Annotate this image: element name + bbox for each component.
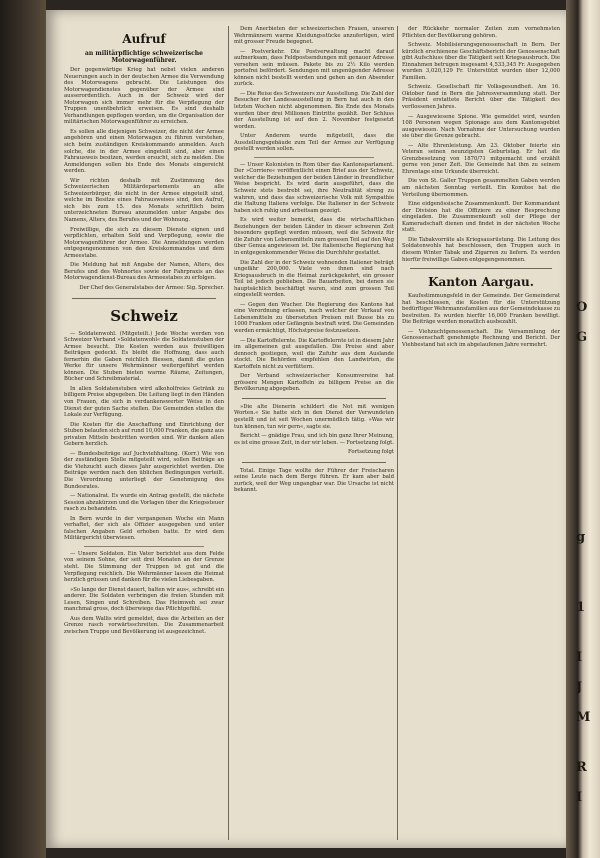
paragraph: — Unser Kolonisten in Rom über das Kantonsparlament. Der »Corriere« veröffentlicht einen Brief aus der Schweiz, welcher die Beziehungen der beiden Länder in freundlicher Weise bespricht. Es wird darin ausgeführt, dass die Schweiz stets bestrebt sei, ihre Neutralität streng zu wahren, und dass das schweizerische Volk mit Sympathie die Haltung Italiens verfolge. Die Italiener in der Schweiz haben sich ruhig und arbeitsam gezeigt. [234, 161, 394, 214]
paragraph: — Unsere Soldaten. Ein Vater berichtet aus dem Felde von seinem Sohne, der seit drei Monaten an der Grenze steht. Die Stimmung der Truppen ist gut und die Verpflegung reichlich. Die Wehrmänner lassen die Heimat herzlich grüssen und danken für die vielen Liebesgaben. [64, 550, 224, 584]
facing-page-fragment: I [576, 790, 583, 805]
facing-page-fragment: 1 [576, 600, 586, 615]
paragraph: Die von St. Galler Truppen gesammelten Gaben werden am nächsten Sonntag verteilt. Ein Komitee hat die Verteilung übernommen. [402, 178, 560, 198]
divider [410, 268, 552, 269]
paragraph: »Die alte Dienerin schildert die Not mit wenigen Worten.« Sie hatte sich in den Dienst der Verwundeten gestellt und ist seit Wochen unermüdlich tätig. »Was wir tun können, tun wir gern«, sagte sie. [234, 403, 394, 430]
article-heading-aufruf: Aufruf [122, 32, 166, 46]
section-heading-schweiz: Schweiz [110, 306, 178, 325]
book-binding [0, 0, 46, 858]
paragraph: — Viehzuchtgenossenschaft. Die Versammlung der Genossenschaft genehmigte Rechnung und Bericht. Der Viehbestand hat sich im abgelaufenen Jahre vermehrt. [402, 328, 560, 348]
paragraph: Bericht — gnädige Frau, und ich bin ganz Ihrer Meinung, es ist eine grosse Zeit, in der wir leben. — Fortsetzung folgt. [234, 433, 394, 446]
paragraph: Die Kosten für die Anschaffung und Einrichtung der Stuben belaufen sich auf rund 10,000 Franken, die ganz aus privaten Mitteln bestritten worden sind. Wir danken allen Gebern herzlich. [64, 421, 224, 448]
divider [242, 398, 386, 399]
paragraph: Schweiz. Mobilisierungsgenossenschaft in Bern. Der kürzlich erschienene Geschäftsbericht der Genossenschaft gibt Aufschluss über die Tätigkeit seit Kriegsausbruch. Die Einnahmen betrugen insgesamt 4,533,345 Fr. Ausgegeben wurden 3,020,129 Fr. Unterstützt wurden über 12,000 Familien. [402, 42, 560, 81]
facing-page-fragment: g [576, 530, 586, 545]
facing-page-fragment: G [576, 330, 588, 345]
paragraph: In allen Soldatenstuben wird alkoholfreies Getränk zu billigem Preise abgegeben. Die Leitung liegt in den Händen von Frauen, die sich in verdankenswerter Weise in den Dienst der guten Sache stellen. Die Gemeinden stellen die Lokale zur Verfügung. [64, 385, 224, 419]
paragraph: Die Zahl der in der Schweiz wohnenden Italiener beträgt ungefähr 200,000. Viele von ihnen sind nach Kriegsausbruch in die Heimat zurückgekehrt, ein grosser Teil ist jedoch geblieben. Die Bauarbeiten, bei denen sie hauptsächlich beschäftigt waren, sind zum grossen Teil eingestellt worden. [234, 259, 394, 299]
facing-page-fragment: J [576, 680, 583, 695]
paragraph: — Postverkehr. Die Postverwaltung macht darauf aufmerksam, dass Feldpostsendungen mit genauer Adresse versehen sein müssen. Pakete bis zu 2½ Kilo werden portofrei befördert. Sendungen mit ungenügender Adresse können nicht bestellt werden und gehen an den Absender zurück. [234, 48, 394, 88]
paragraph: In Bern wurde in der vergangenen Woche ein Mann verhaftet, der sich als Offizier ausgegeben und unter falschen Angaben Geld erhoben hatte. Er wird dem Militärgericht überwiesen. [64, 515, 224, 542]
section-heading-aargau: Kanton Aargau. [428, 275, 534, 290]
paragraph: — Die Kartoffelernte. Die Kartoffelernte ist in diesem Jahr im allgemeinen gut ausgefallen. Die Preise sind aber dennoch gestiegen, weil die Zufuhr aus dem Auslande stockt. Die Behörden empfehlen den Landwirten, die Kartoffeln nicht zu verfüttern. [234, 337, 394, 370]
paragraph: Es sollen alle diejenigen Schweizer, die nicht der Armee angehören und einen Motorwagen zu führen verstehen, sich beim zuständigen Kreiskommando anmelden. Auch solche, die in der Armee eingeteilt sind, aber einen Fahrausweis besitzen, werden ersucht, sich zu melden. Die Anmeldungen sollen bis Ende des Monats eingereicht werden. [64, 128, 224, 175]
facing-page-edge [566, 0, 600, 858]
facing-page-fragment: M [576, 710, 591, 725]
paragraph: Dem Anerbieten der schweizerischen Frauen, unseren Wehrmännern warme Kleidungsstücke anzufertigen, wird mit grosser Freude begegnet. [234, 26, 394, 46]
paragraph: Total. Einige Tage wollte der Führer der Freischaren seine Leute nach dem Berge führen. Er kam aber bald zurück, weil der Weg ungangbar war. Die Ursache ist nicht bekannt. [234, 467, 394, 494]
paragraph: Die Tabakvorräte als Kriegsausrüstung. Die Leitung des Soldatenwohls hat beschlossen, den Truppen auch in diesem Winter Tabak und Zigarren zu liefern. Es werden hierfür freiwillige Gaben entgegengenommen. [402, 236, 560, 263]
paragraph: — Ausgewiesene Spione. Wie gemeldet wird, wurden 108 Personen wegen Spionage aus dem Kantonsgebiet ausgewiesen. Nach Vornahme der Untersuchung wurden sie über die Grenze gebracht. [402, 113, 560, 140]
facing-page-fragment: R [576, 760, 587, 775]
signature: Der Chef des Generalstabes der Armee: Sig. Sprecher. [79, 284, 224, 291]
divider [242, 462, 386, 463]
paragraph: — Alte Ehrenleistung. Am 23. Oktober feierte ein Veteran seinen neunzigsten Geburtstag. Er hat die Grenzbesetzung von 1870/71 mitgemacht und erzählt gerne von jener Zeit. Die Gemeinde hat ihm zu seinem Ehrentage eine Urkunde überreicht. [402, 142, 560, 175]
paragraph: — Gegen den Wucher. Die Regierung des Kantons hat eine Verordnung erlassen, nach welcher der Verkauf von Lebensmitteln zu übersetzten Preisen mit Busse bis zu 1000 Franken oder Gefängnis bestraft wird. Die Gemeinden werden ermächtigt, Höchstpreise festzusetzen. [234, 301, 394, 334]
column-rule [397, 26, 398, 840]
newspaper-page [46, 10, 566, 848]
paragraph: — Soldatenwohl. (Mitgeteilt.) Jede Woche werden von Schweizer Verband »Soldatenwohl« die Soldatenstuben der Armee besucht. Die Kosten werden aus freiwilligen Beiträgen gedeckt. Es bleibt die Hoffnung, dass auch fernerhin die Gaben reichlich fliessen, damit die guten Werke für unsere Wehrmänner weitergeführt werden können. Die Stuben bieten warme Räume, Zeitungen, Bücher und Schreibmaterial. [64, 330, 224, 383]
paragraph: — Bundesbeiträge auf Juchviehhaltung. (Korr.) Wie von der zuständigen Stelle mitgeteilt wird, sollen Beiträge an die Viehzucht auch dieses Jahr ausgerichtet werden. Die Beiträge werden nach den üblichen Bedingungen verteilt. Die Verordnung unterliegt der Genehmigung des Bundesrates. [64, 450, 224, 490]
column-rule [228, 26, 229, 840]
paragraph: Aus dem Wallis wird gemeldet, dass die Arbeiten an der Grenze rasch vorwärtsschreiten. Die Zusammenarbeit zwischen Truppe und Bevölkerung ist ausgezeichnet. [64, 615, 224, 635]
paragraph: Wir richten deshalb mit Zustimmung des Schweizerischen Militärdepartements an alle Schweizerbürger, die nicht in der Armee eingeteilt sind, welche im Besitze eines Fahrausweises sind, den Aufruf, sich bis zum 15. des Monats schriftlich beim unterzeichneten Bureau anzumelden unter Angabe des Namens, Alters, des Berufes und der Wohnung. [64, 177, 224, 224]
facing-page-fragment: I [576, 650, 583, 665]
column-middle [234, 26, 394, 842]
paragraph: »So lange der Dienst dauert, halten wir aus«, schreibt ein anderer. Die Soldaten verbringen die freien Stunden mit Lesen, Singen und Schreiben. Das Heimweh sei zwar manchmal gross, doch überwiege das Pflichtgefühl. [64, 586, 224, 613]
paragraph: Freiwillige, die sich zu diesem Dienste eignen und verpflichten, erhalten Sold und Verpflegung, sowie die Motorwagenführer der Armee. Die Anmeldungen werden entgegengenommen von den Kreiskommandos und dem Armeestabe. [64, 226, 224, 259]
paragraph: der Rückkehr normaler Zeiten zum vornehmsten Pflichten der Bevölkerung gehören. [402, 26, 560, 39]
paragraph: — Nationalrat. Es wurde ein Antrag gestellt, die nächste Session abzukürzen und die Vorlagen über die Kriegssteuer rasch zu behandeln. [64, 493, 224, 513]
divider [84, 546, 204, 547]
divider [254, 157, 374, 158]
divider [72, 298, 216, 299]
paragraph: — Die Reise des Schweizers zur Ausstellung. Die Zahl der Besucher der Landesausstellung in Bern hat auch in den letzten Wochen nicht abgenommen. Bis Ende des Monats wurden über drei Millionen Eintritte gezählt. Der Schluss der Ausstellung ist auf den 2. November festgesetzt worden. [234, 90, 394, 130]
paragraph: Es wird weiter bemerkt, dass die wirtschaftlichen Beziehungen der beiden Länder in dieser schweren Zeit besonders gepflegt werden müssen, weil die Schweiz für die Zufuhr von Lebensmitteln zum grossen Teil auf den Weg über Genua angewiesen ist. Die italienische Regierung hat in entgegenkommender Weise die Durchfuhr gestattet. [234, 217, 394, 256]
paragraph: Der Verband schweizerischer Konsumvereine hat grössere Mengen Kartoffeln zu billigem Preise an die Bevölkerung abgegeben. [234, 373, 394, 393]
paragraph: Schweiz. Gesellschaft für Volksgesundheit. Am 16. Oktober fand in Bern die Jahresversammlung statt. Der Präsident erstattete Bericht über die Tätigkeit des verflossenen Jahres. [402, 84, 560, 111]
paragraph: Unter Anderem wurde mitgeteilt, dass die Ausstellungsgebäude zum Teil der Armee zur Verfügung gestellt werden sollen. [234, 133, 394, 153]
paragraph: Eine eidgenössische Zusammenkunft. Der Kommandant der Division hat die Offiziere zu einer Besprechung eingeladen. Die Zusammenkunft soll der Pflege der Kameradschaft dienen und findet in der nächsten Woche statt. [402, 201, 560, 234]
column-left [64, 26, 224, 842]
column-right [402, 26, 560, 842]
facing-page-fragment: O [576, 300, 588, 315]
paragraph: Der gegenwärtige Krieg hat nebst vielen anderen Neuerungen auch in der deutschen Armee die Verwendung des Motorwagens gebracht. Die Leistungen des Motorwagendienstes gegenüber der Armee sind ausserordentlich. Auch in der Schweiz wird der Motorwagen sich immer mehr für die Verpflegung der Truppen unentbehrlich erweisen. Es sind deshalb Verhandlungen gepflogen worden, um die Organisation der militärischen Motorwagenführer zu erreichen. [64, 67, 224, 126]
paragraph: Kaufsstimmungsfeld in der Gemeinde. Der Gemeinderat hat beschlossen, die Kosten für die Unterstützung bedürftiger Wehrmannsfamilien aus der Gemeindekasse zu bestreiten. Es wurden hierfür 16,000 Franken bewilligt. Die Beiträge werden monatlich ausbezahlt. [402, 293, 560, 326]
paragraph: Die Meldung hat mit Angabe der Namen, Alters, des Berufes und des Wohnortes sowie der Fahrpraxis an das Motorwagendienst-Bureau des Armeestabes zu erfolgen. [64, 262, 224, 282]
article-subheading: an militärpflichtige schweizerische Motorwagenführer. [85, 50, 203, 64]
footer-note: Fortsetzung folgt [348, 449, 394, 456]
